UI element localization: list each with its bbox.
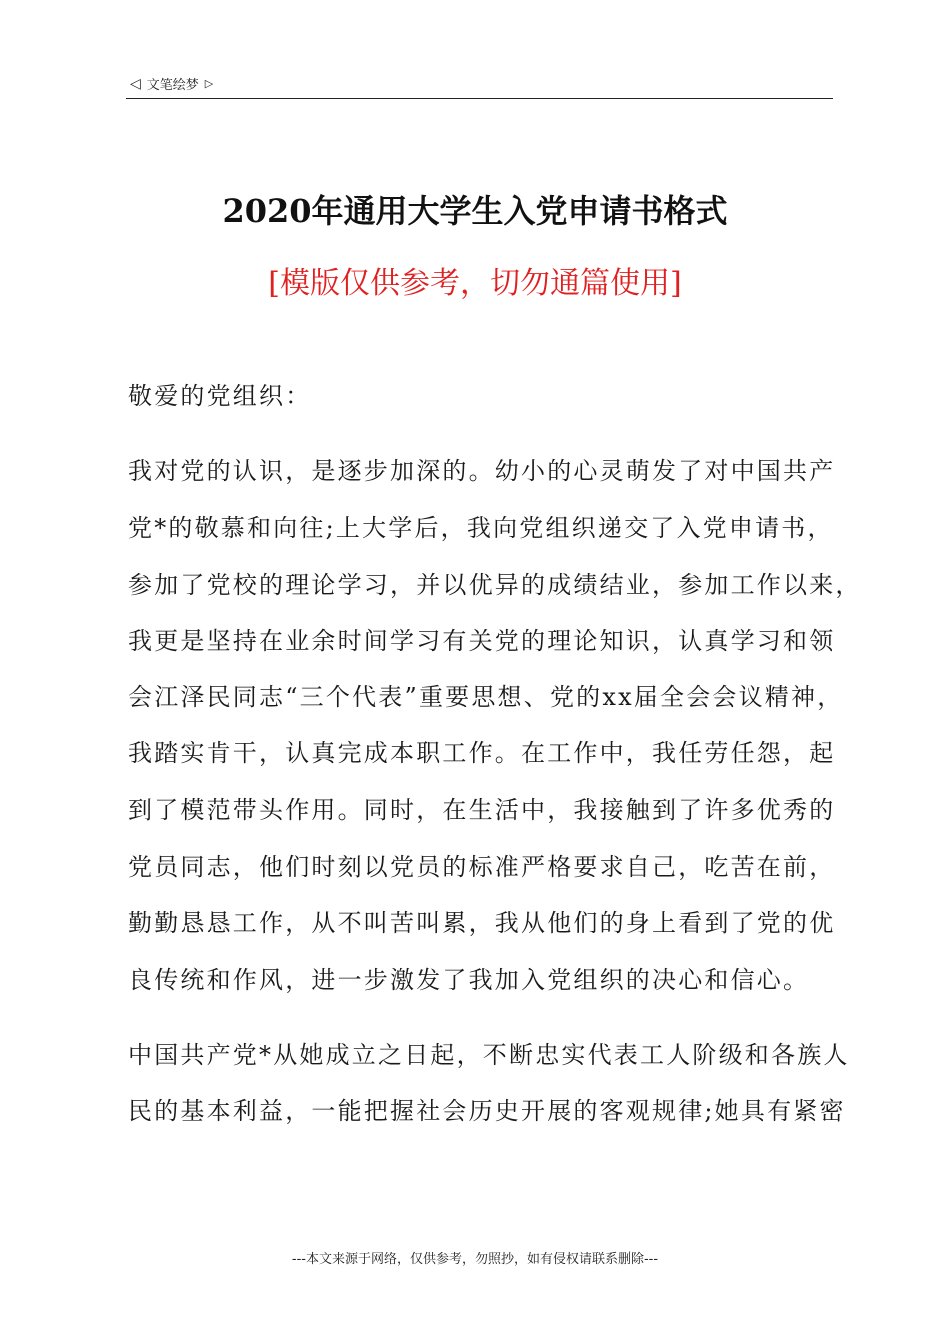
body-line: 会江泽民同志“三个代表”重要思想、党的xx届全会会议精神，	[128, 683, 844, 711]
right-triangle-icon: ▷	[204, 77, 214, 90]
body-line: 民的基本利益，一能把握社会历史开展的客观规律;她具有紧密	[128, 1097, 846, 1125]
salutation: 敬爱的党组织：	[128, 382, 312, 410]
body-line: 我更是坚持在业余时间学习有关党的理论知识，认真学习和领	[128, 627, 836, 655]
page-header	[126, 72, 833, 99]
footer-note: ---本文来源于网络，仅供参考，勿照抄，如有侵权请联系删除---	[291, 1252, 659, 1267]
body-line: 参加了党校的理论学习，并以优异的成绩结业，参加工作以来，	[128, 571, 862, 599]
body-line: 党员同志，他们时刻以党员的标准严格要求自己，吃苦在前，	[128, 853, 836, 881]
brand-name: 文笔绘梦	[146, 78, 199, 93]
left-triangle-icon: ◁	[130, 75, 141, 92]
document-subtitle: [模版仅供参考，切勿通篇使用]	[268, 266, 682, 301]
body-line: 勤勤恳恳工作，从不叫苦叫累，我从他们的身上看到了党的优	[128, 909, 836, 937]
body-line: 中国共产党*从她成立之日起，不断忠实代表工人阶级和各族人	[128, 1041, 850, 1069]
brand	[130, 74, 213, 93]
body-line: 党*的敬慕和向往;上大学后，我向党组织递交了入党申请书，	[128, 514, 834, 542]
body-line: 到了模范带头作用。同时，在生活中，我接触到了许多优秀的	[128, 796, 836, 824]
document-title: 2020年通用大学生入党申请书格式	[222, 192, 728, 230]
body-line: 我对党的认识，是逐步加深的。幼小的心灵萌发了对中国共产	[128, 457, 836, 485]
body-line: 良传统和作风，进一步激发了我加入党组织的决心和信心。	[128, 966, 810, 994]
body-line: 我踏实肯干，认真完成本职工作。在工作中，我任劳任怨，起	[128, 739, 836, 767]
